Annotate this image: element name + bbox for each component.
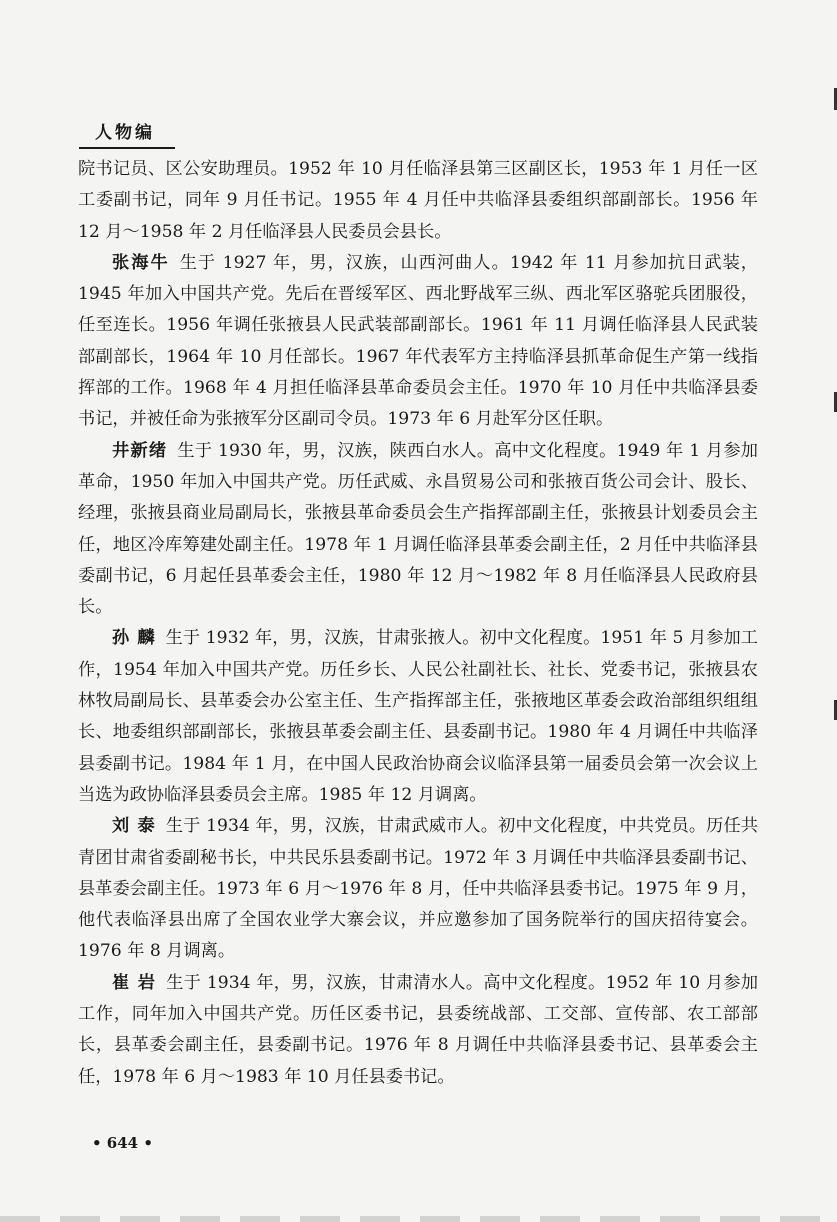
biography-entry (78, 248, 758, 436)
biography-text: 生于 1932 年，男，汉族，甘肃张掖人。初中文化程度。1951 年 5 月参加工作，1954 年加入中国共产党。历任乡长、人民公社副社长、社长、党委书记，张掖县农林牧局副局长、县革委会办公室主任、生产指挥部主任，张掖地区革委会政治部组织组组长、地委组织部副部长，张掖县革委会副主任、县委副书记。1980 年 4 月调任中共临泽县委副书记。1984 年 1 月，在中国人民政治协商会议临泽县第一届委员会第一次会议上当选为政协临泽县委员会主席。1985 年 12 月调离。 (78, 628, 758, 805)
paragraph-text: 院书记员、区公安助理员。1952 年 10 月任临泽县第三区副区长，1953 年 1 月任一区工委副书记，同年 9 月任书记。1955 年 4 月任中共临泽县委组织部副部长。1956 年 12 月～1958 年 2 月任临泽县人民委员会县长。 (78, 159, 758, 242)
page-number: • 644 • (92, 1134, 153, 1152)
biography-text: 生于 1930 年，男，汉族，陕西白水人。高中文化程度。1949 年 1 月参加革命，1950 年加入中国共产党。历任武威、永昌贸易公司和张掖百货公司会计、股长、经理，张掖县商业局副局长，张掖县革命委员会生产指挥部副主任，张掖县计划委员会主任，地区冷库筹建处副主任。1978 年 1 月调任临泽县革委会副主任，2 月任中共临泽县委副书记，6 月起任县革委会主任，1980 年 12 月～1982 年 8 月任临泽县人民政府县长。 (78, 440, 758, 618)
biography-text: 生于 1934 年，男，汉族，甘肃武威市人。初中文化程度，中共党员。历任共青团甘肃省委副秘书长，中共民乐县委副书记。1972 年 3 月调任中共临泽县委副书记、县革委会副主任。1973 年 6 月～1976 年 8 月，任中共临泽县委书记。1975 年 9 月，他代表临泽县出席了全国农业学大寨会议，并应邀参加了国务院举行的国庆招待宴会。1976 年 8 月调离。 (78, 816, 759, 962)
person-name: 张海牛 (112, 252, 170, 273)
biography-entry (78, 436, 758, 624)
biography-text: 生于 1927 年，男，汉族，山西河曲人。1942 年 11 月参加抗日武装，1945 年加入中国共产党。先后在晋绥军区、西北野战军三纵、西北军区骆驼兵团服役，任至连长。1956 年调任张掖县人民武装部副部长。1961 年 11 月调任临泽县人民武装部副部长，1964 年 10 月任部长。1967 年代表军方主持临泽县抓革命促生产第一线指挥部的工作。1968 年 4 月担任临泽县革命委员会主任。1970 年 10 月任中共临泽县委书记，并被任命为张掖军分区副司令员。1973 年 6 月赴军分区任职。 (78, 252, 758, 430)
biography-entry (78, 811, 758, 967)
scan-bottom-edge (0, 1216, 837, 1222)
person-name: 孙 麟 (112, 628, 156, 649)
section-title: 人物编 (95, 123, 155, 143)
page-body (78, 154, 758, 1093)
running-header (79, 118, 175, 149)
person-name: 井新绪 (112, 440, 168, 461)
person-name: 刘 泰 (112, 816, 156, 837)
person-name: 崔 岩 (112, 972, 157, 993)
biography-entry (78, 623, 758, 811)
biography-text: 生于 1934 年，男，汉族，甘肃清水人。高中文化程度。1952 年 10 月参加工作，同年加入中国共产党。历任区委书记，县委统战部、工交部、宣传部、农工部部长，县革委会副主任，县委副书记。1976 年 8 月调任中共临泽县委书记、县革委会主任，1978 年 6 月～1983 年 10 月任县委书记。 (78, 972, 759, 1087)
paragraph-continuation (78, 154, 758, 248)
biography-entry (78, 968, 758, 1093)
